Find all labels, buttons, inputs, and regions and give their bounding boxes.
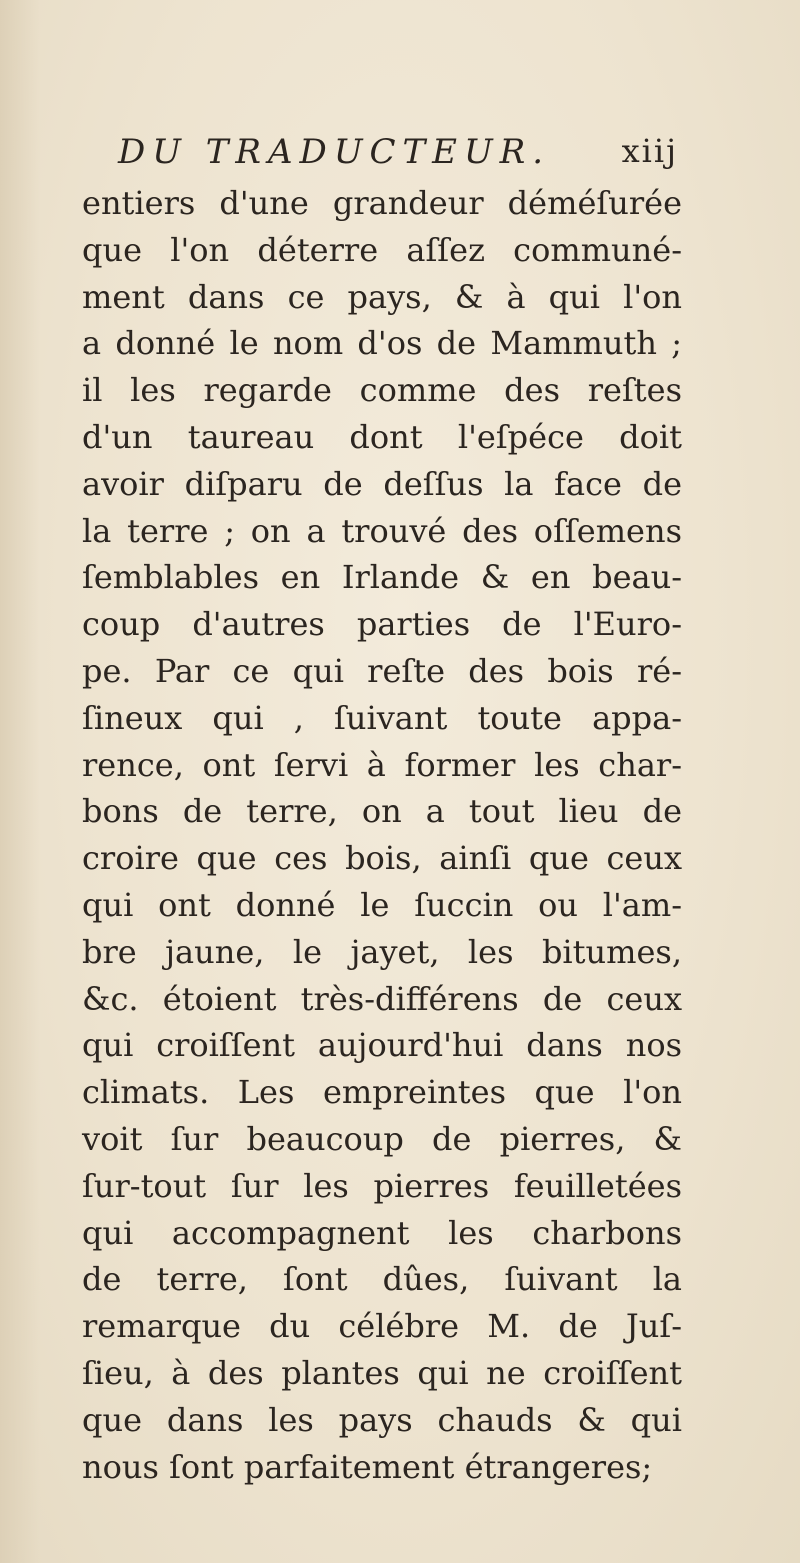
text-line: la terre ; on a trouvé des oſſemens — [82, 511, 682, 550]
text-line: coup d'autres parties de l'Euro- — [82, 605, 682, 644]
text-line: bons de terre, on a tout lieu de — [82, 792, 682, 831]
text-line: ſemblables en Irlande & en beau- — [82, 558, 682, 597]
text-line: ſur-tout ſur les pierres feuilletées — [82, 1166, 682, 1205]
text-line: d'un taureau dont l'eſpéce doit — [82, 417, 682, 456]
text-line: qui accompagnent les charbons — [82, 1213, 682, 1252]
text-line: bre jaune, le jayet, les bitumes, — [82, 932, 682, 971]
text-line: qui croiſſent aujourd'hui dans nos — [82, 1026, 682, 1065]
page-number: xiij — [621, 132, 678, 170]
text-line: qui ont donné le ſuccin ou l'am- — [82, 885, 682, 924]
text-line: rence, ont ſervi à former les char- — [82, 745, 682, 784]
text-line: avoir diſparu de deſſus la face de — [82, 464, 682, 503]
text-line: que l'on déterre aſſez communé- — [82, 230, 682, 269]
text-line: croire que ces bois, ainſi que ceux — [82, 839, 682, 878]
text-line: remarque du célébre M. de Juſ- — [82, 1307, 682, 1346]
page-edge-shadow — [0, 0, 40, 1563]
body-text — [82, 180, 682, 1490]
text-line: ſieu, à des plantes qui ne croiſſent — [82, 1353, 682, 1392]
text-line: nous ſont parfaitement étrangeres; — [82, 1447, 653, 1486]
text-line: ſineux qui , ſuivant toute appa- — [82, 698, 682, 737]
text-line: de terre, ſont dûes, ſuivant la — [82, 1260, 682, 1299]
text-line: pe. Par ce qui reſte des bois ré- — [82, 651, 682, 690]
text-line: voit ſur beaucoup de pierres, & — [82, 1119, 682, 1158]
text-line: que dans les pays chauds & qui — [82, 1400, 682, 1439]
text-line: entiers d'une grandeur déméſurée — [82, 184, 682, 222]
text-line: climats. Les empreintes que l'on — [82, 1073, 682, 1112]
text-line: il les regarde comme des reſtes — [82, 371, 682, 410]
text-line: a donné le nom d'os de Mammuth ; — [82, 324, 682, 363]
text-line: &c. étoient très-différens de ceux — [82, 979, 682, 1018]
text-line: ment dans ce pays, & à qui l'on — [82, 277, 682, 316]
running-head: DU TRADUCTEUR. — [118, 132, 551, 172]
